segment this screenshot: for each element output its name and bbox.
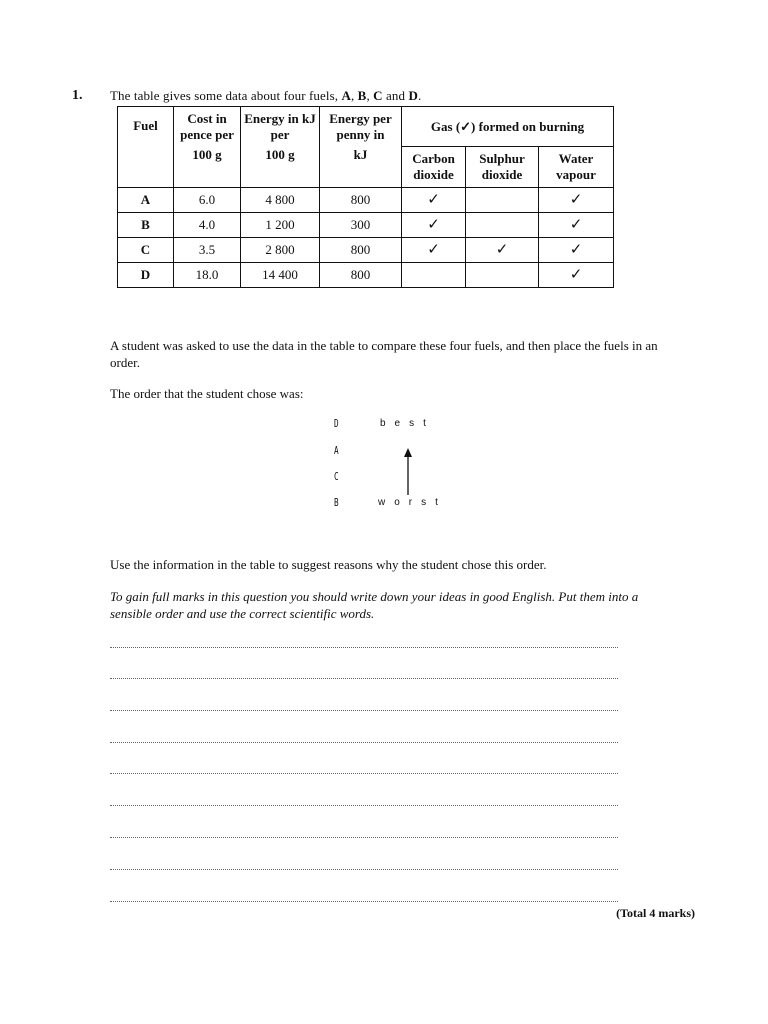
fuel-cell: A bbox=[118, 188, 174, 213]
answer-line[interactable] bbox=[110, 837, 618, 838]
instruction-paragraph: A student was asked to use the data in the table to compare these four fuels, and then place the fuels in an order. bbox=[110, 338, 658, 370]
header-carbon-dioxide: Carbon dioxide bbox=[402, 147, 466, 188]
answer-line[interactable] bbox=[110, 678, 618, 679]
cost-cell: 18.0 bbox=[174, 263, 241, 288]
order-arrow-icon bbox=[402, 448, 414, 496]
sulphur-dioxide-check-icon: ✓ bbox=[466, 238, 539, 263]
table-row bbox=[118, 188, 614, 213]
intro-fuel-d: D bbox=[408, 88, 418, 103]
header-gas-formed: Gas (✓) formed on burning bbox=[402, 107, 614, 147]
intro-separator: , bbox=[350, 88, 358, 103]
energy-cell: 14 400 bbox=[241, 263, 320, 288]
cost-cell: 3.5 bbox=[174, 238, 241, 263]
sulphur-dioxide-cell bbox=[466, 188, 539, 213]
answer-line[interactable] bbox=[110, 805, 618, 806]
best-label: best bbox=[380, 418, 435, 429]
answer-line[interactable] bbox=[110, 901, 618, 902]
energy-cell: 2 800 bbox=[241, 238, 320, 263]
sulphur-dioxide-cell bbox=[466, 263, 539, 288]
sulphur-dioxide-cell bbox=[466, 213, 539, 238]
header-fuel: Fuel bbox=[118, 107, 174, 188]
table-row bbox=[118, 263, 614, 288]
energy-per-penny-cell: 300 bbox=[320, 213, 402, 238]
water-vapour-check-icon: ✓ bbox=[539, 188, 614, 213]
quality-instruction: To gain full marks in this question you should write down your ideas in good English. Put them into a sensible order and use the correct scientific words. bbox=[110, 589, 639, 621]
fuel-cell: D bbox=[118, 263, 174, 288]
question-prompt: Use the information in the table to suggest reasons why the student chose this order. bbox=[110, 557, 547, 572]
water-vapour-check-icon: ✓ bbox=[539, 238, 614, 263]
answer-line[interactable] bbox=[110, 869, 618, 870]
water-vapour-check-icon: ✓ bbox=[539, 213, 614, 238]
answer-line[interactable] bbox=[110, 710, 618, 711]
header-cost: Cost in pence per bbox=[174, 107, 241, 147]
energy-cell: 1 200 bbox=[241, 213, 320, 238]
order-letter-4: B bbox=[334, 496, 339, 509]
header-energy-per-penny: Energy per penny in bbox=[320, 107, 402, 147]
header-energy: Energy in kJ per bbox=[241, 107, 320, 147]
question-intro bbox=[110, 88, 421, 104]
header-energy-unit: 100 g bbox=[241, 147, 320, 188]
carbon-dioxide-check-icon: ✓ bbox=[402, 238, 466, 263]
answer-line[interactable] bbox=[110, 647, 618, 648]
table-row bbox=[118, 238, 614, 263]
header-cost-unit: 100 g bbox=[174, 147, 241, 188]
intro-fuel-a: A bbox=[341, 88, 351, 103]
table-row bbox=[118, 213, 614, 238]
carbon-dioxide-check-icon: ✓ bbox=[402, 213, 466, 238]
energy-cell: 4 800 bbox=[241, 188, 320, 213]
order-intro: The order that the student chose was: bbox=[110, 386, 304, 401]
header-water-vapour: Water vapour bbox=[539, 147, 614, 188]
intro-end: . bbox=[417, 88, 422, 103]
intro-and: and bbox=[382, 88, 409, 103]
answer-line[interactable] bbox=[110, 742, 618, 743]
fuel-cell: C bbox=[118, 238, 174, 263]
carbon-dioxide-cell bbox=[402, 263, 466, 288]
water-vapour-check-icon: ✓ bbox=[539, 263, 614, 288]
cost-cell: 4.0 bbox=[174, 213, 241, 238]
energy-per-penny-cell: 800 bbox=[320, 188, 402, 213]
energy-per-penny-cell: 800 bbox=[320, 263, 402, 288]
intro-fuel-c: C bbox=[373, 88, 383, 103]
fuel-cell: B bbox=[118, 213, 174, 238]
cost-cell: 6.0 bbox=[174, 188, 241, 213]
intro-text: The table gives some data about four fuels, bbox=[110, 88, 342, 103]
intro-separator: , bbox=[366, 88, 374, 103]
worst-label: worst bbox=[378, 497, 447, 508]
question-number: 1. bbox=[72, 88, 83, 103]
order-letter-1: D bbox=[334, 417, 339, 430]
order-letter-2: A bbox=[334, 444, 339, 457]
header-sulphur-dioxide: Sulphur dioxide bbox=[466, 147, 539, 188]
intro-fuel-b: B bbox=[357, 88, 367, 103]
energy-per-penny-cell: 800 bbox=[320, 238, 402, 263]
header-epp-unit: kJ bbox=[320, 147, 402, 188]
order-letter-3: C bbox=[334, 470, 339, 483]
carbon-dioxide-check-icon: ✓ bbox=[402, 188, 466, 213]
total-marks: (Total 4 marks) bbox=[616, 906, 695, 920]
fuel-data-table bbox=[117, 106, 614, 288]
answer-line[interactable] bbox=[110, 773, 618, 774]
